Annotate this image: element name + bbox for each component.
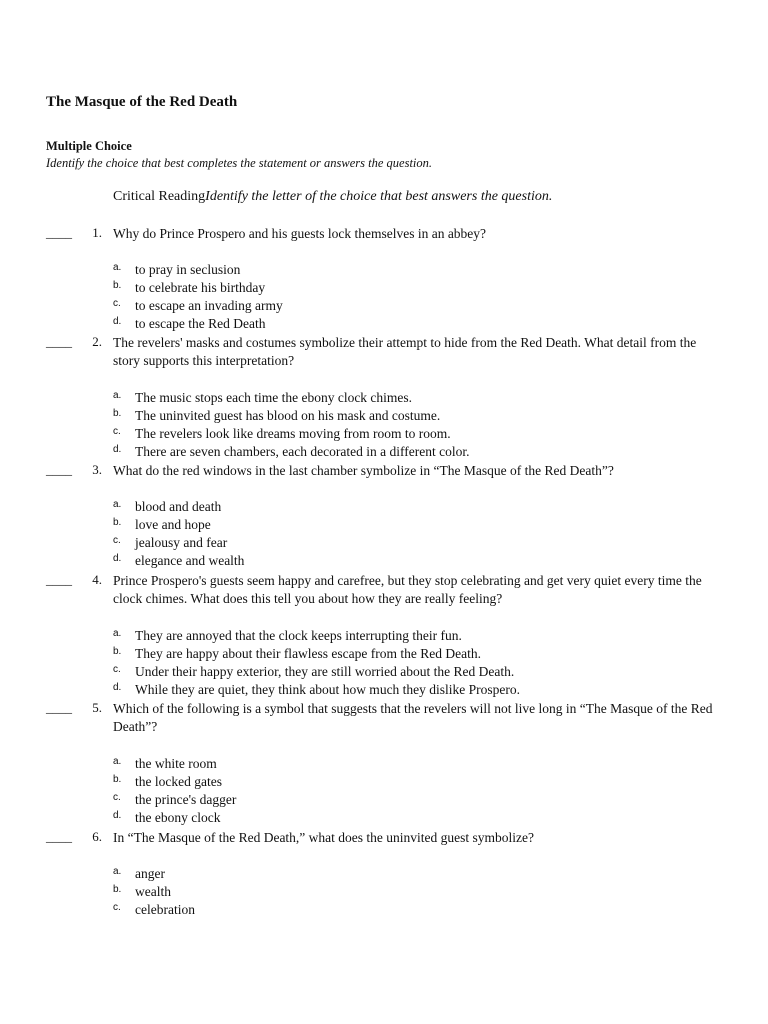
option-text: jealousy and fear [135, 535, 228, 550]
option-text: The revelers look like dreams moving from room to room. [135, 426, 451, 441]
option-letter: b. [113, 280, 122, 291]
option-letter: b. [113, 774, 122, 785]
answer-blank[interactable]: ____ [46, 829, 72, 844]
option-letter: c. [113, 426, 121, 437]
option-letter: c. [113, 535, 121, 546]
option-text: to celebrate his birthday [135, 280, 266, 295]
option-letter: c. [113, 664, 121, 675]
option-text: They are happy about their flawless escape from the Red Death. [135, 646, 481, 661]
option-text: wealth [135, 884, 171, 899]
question-number: 3. [92, 462, 102, 477]
option-letter: b. [113, 408, 122, 419]
answer-blank[interactable]: ____ [46, 462, 72, 477]
option-text: to escape an invading army [135, 298, 283, 313]
option-letter: b. [113, 517, 122, 528]
option-text: elegance and wealth [135, 553, 245, 568]
question-text: The revelers' masks and costumes symbolize their attempt to hide from the Red Death. What detail from the story supports this interpretation? [113, 335, 697, 368]
option-text: The uninvited guest has blood on his mask and costume. [135, 408, 441, 423]
option-letter: b. [113, 646, 122, 657]
question-text: In “The Masque of the Red Death,” what does the uninvited guest symbolize? [113, 830, 535, 845]
answer-blank[interactable]: ____ [46, 700, 72, 715]
option-letter: d. [113, 444, 122, 455]
option-letter: c. [113, 298, 121, 309]
option-text: the white room [135, 756, 217, 771]
question-number: 6. [92, 829, 102, 844]
option-text: The music stops each time the ebony clock chimes. [135, 390, 413, 405]
section-instruction: Identify the choice that best completes the statement or answers the question. [46, 156, 433, 170]
option-letter: d. [113, 810, 122, 821]
option-text: to escape the Red Death [135, 316, 266, 331]
option-text: anger [135, 866, 165, 881]
answer-blank[interactable]: ____ [46, 334, 72, 349]
option-text: the ebony clock [135, 810, 221, 825]
option-text: the locked gates [135, 774, 222, 789]
question-text: Why do Prince Prospero and his guests lock themselves in an abbey? [113, 226, 487, 241]
option-text: While they are quiet, they think about how much they dislike Prospero. [135, 682, 521, 697]
critical-reading-line [113, 189, 552, 205]
option-text: to pray in seclusion [135, 262, 241, 277]
option-letter: a. [113, 628, 122, 639]
option-letter: d. [113, 553, 122, 564]
question-text: Prince Prospero's guests seem happy and carefree, but they stop celebrating and get very quiet every time the clock chimes. What does this tell you about how they are really feeling? [113, 573, 702, 606]
question-number: 5. [92, 700, 102, 715]
option-letter: a. [113, 262, 122, 273]
section-heading: Multiple Choice [46, 139, 132, 153]
option-letter: c. [113, 902, 121, 913]
question-number: 2. [92, 334, 102, 349]
option-letter: a. [113, 756, 122, 767]
option-text: blood and death [135, 499, 222, 514]
option-letter: b. [113, 884, 122, 895]
question-number: 4. [92, 572, 102, 587]
question-text: Which of the following is a symbol that suggests that the revelers will not live long in “The Masque of the Red Death”? [113, 701, 713, 734]
critical-reading-label: Critical Reading [113, 189, 206, 204]
page-title: The Masque of the Red Death [46, 94, 238, 110]
question-text: What do the red windows in the last chamber symbolize in “The Masque of the Red Death”? [113, 463, 614, 478]
option-letter: d. [113, 316, 122, 327]
question-number: 1. [92, 225, 102, 240]
option-text: Under their happy exterior, they are still worried about the Red Death. [135, 664, 515, 679]
option-letter: c. [113, 792, 121, 803]
critical-reading-instruction: Identify the letter of the choice that best answers the question. [205, 189, 553, 204]
option-text: love and hope [135, 517, 211, 532]
option-text: the prince's dagger [135, 792, 237, 807]
option-letter: a. [113, 866, 122, 877]
option-text: celebration [135, 902, 195, 917]
option-letter: d. [113, 682, 122, 693]
option-letter: a. [113, 390, 122, 401]
answer-blank[interactable]: ____ [46, 572, 72, 587]
answer-blank[interactable]: ____ [46, 225, 72, 240]
option-text: There are seven chambers, each decorated in a different color. [135, 444, 470, 459]
option-letter: a. [113, 499, 122, 510]
option-text: They are annoyed that the clock keeps interrupting their fun. [135, 628, 462, 643]
